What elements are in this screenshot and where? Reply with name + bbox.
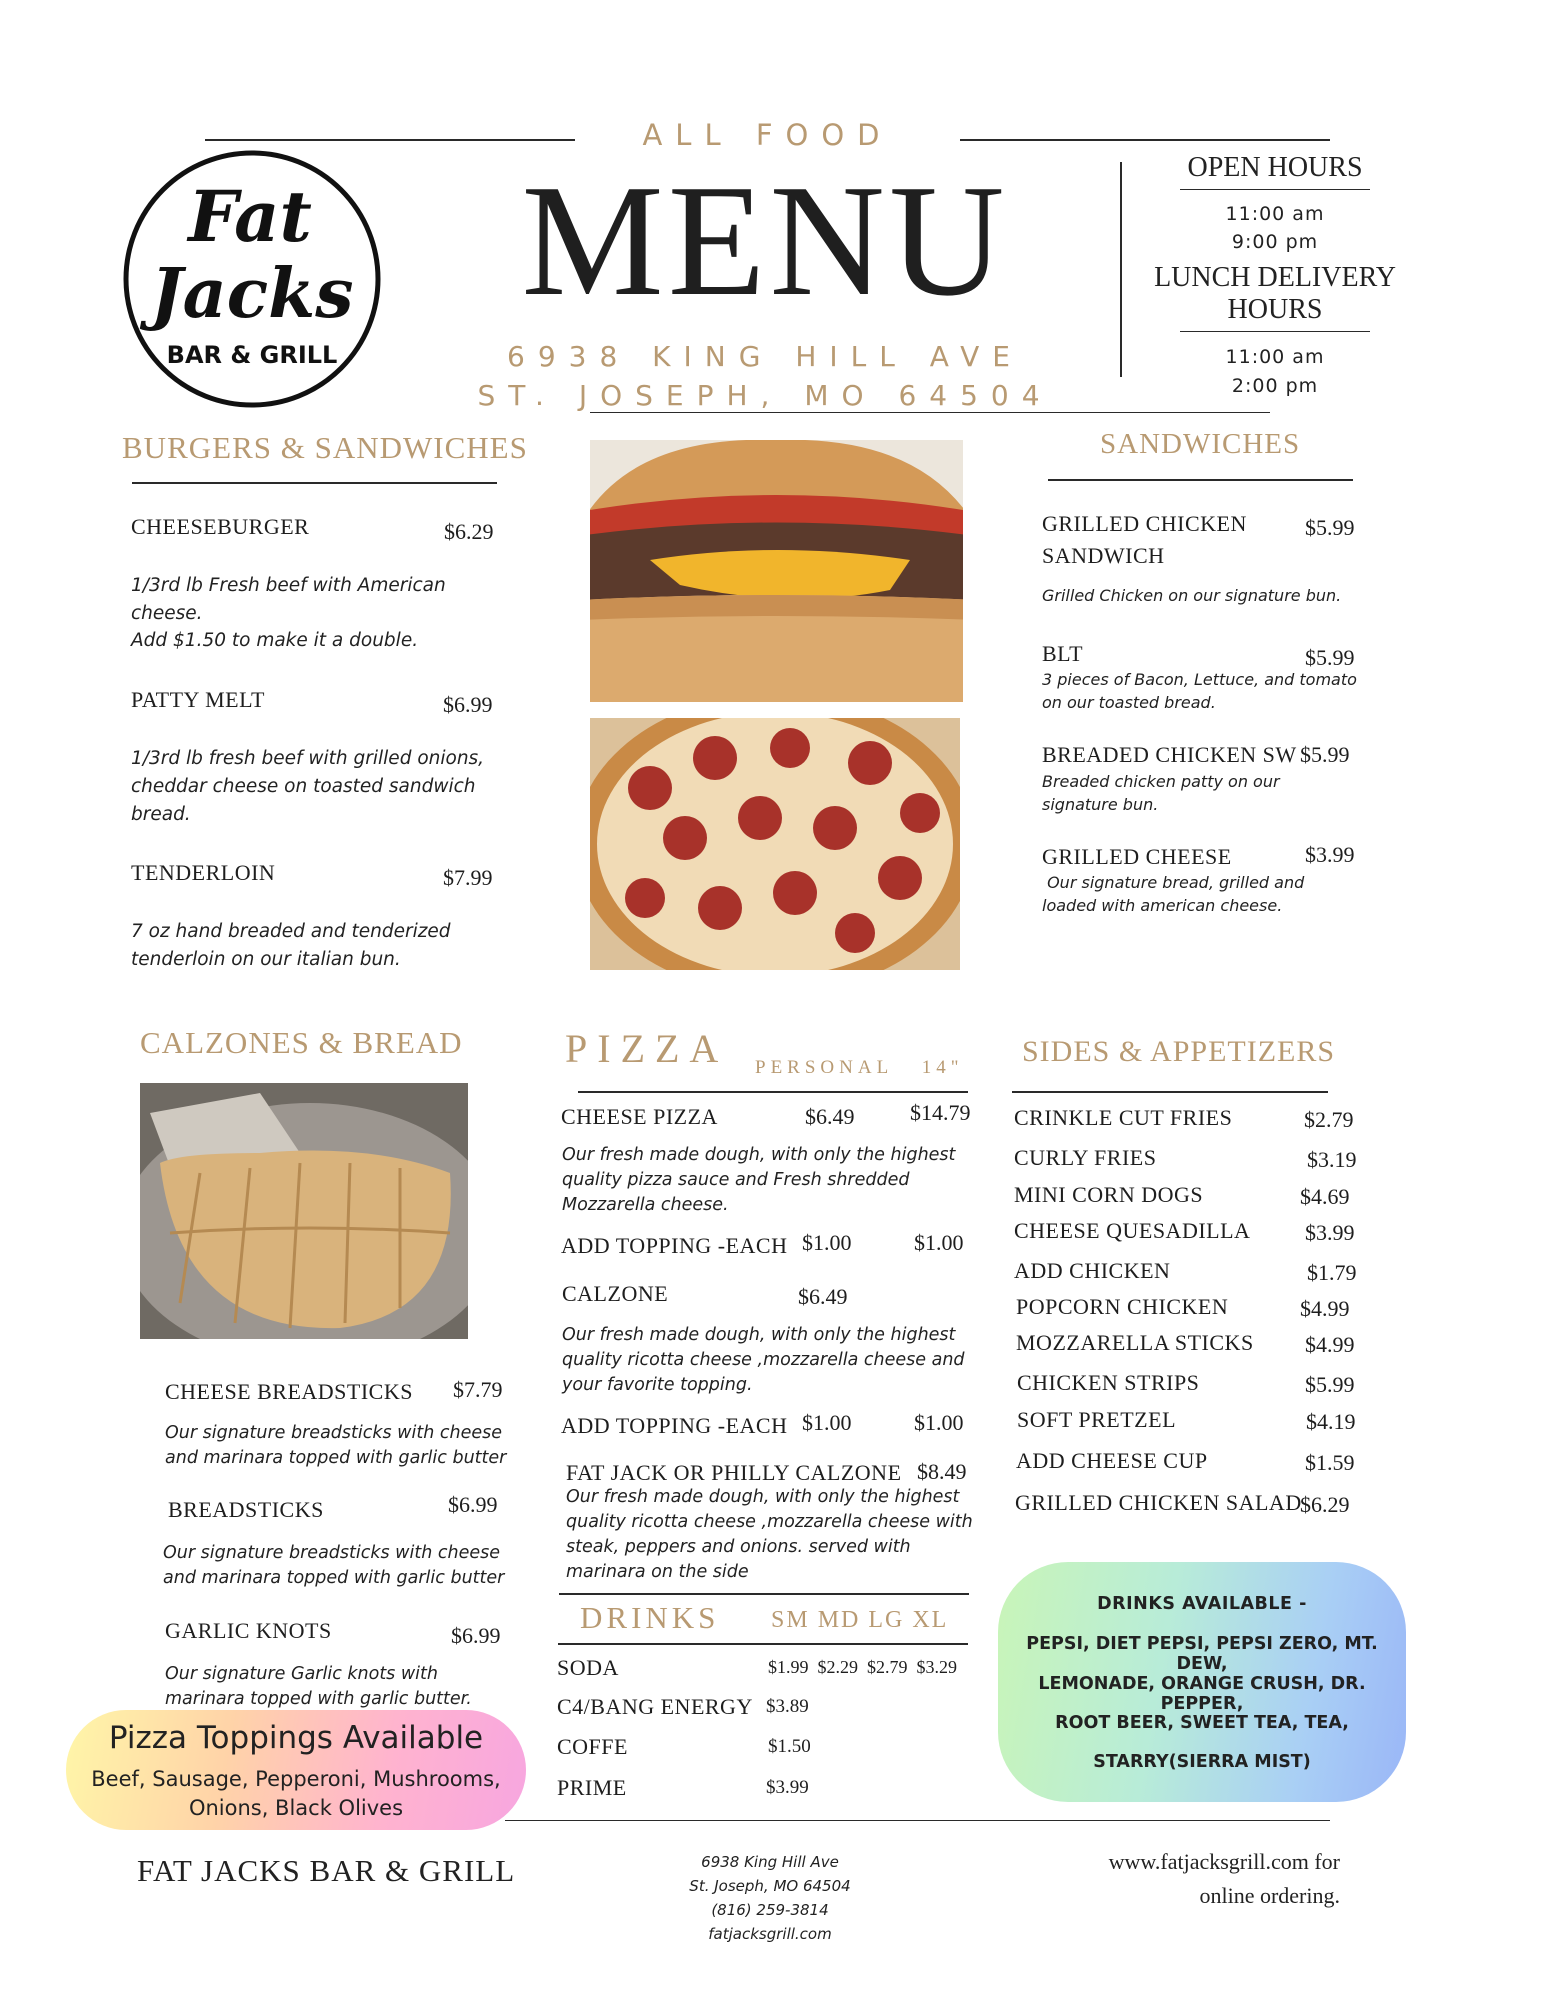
burgers-title: BURGERS & SANDWICHES: [122, 430, 528, 465]
header-bottom-rule: [590, 412, 1270, 413]
side-item-name: POPCORN CHICKEN: [1016, 1294, 1229, 1319]
lunch-to: 2:00 pm: [1231, 375, 1319, 397]
logo-text-2: Jacks: [150, 254, 354, 334]
burger-item-desc: Add $1.50 to make it a double.: [131, 630, 419, 651]
sandwich-item-desc: Grilled Chicken on our signature bun.: [1042, 586, 1342, 605]
side-item-name: GRILLED CHICKEN SALAD: [1015, 1490, 1302, 1515]
drinks-available-title: DRINKS AVAILABLE -: [1097, 1594, 1307, 1614]
open-to: 9:00 pm: [1231, 231, 1319, 253]
pizza-item-price: $1.00: [802, 1230, 852, 1255]
pizza-item-price: $1.00: [802, 1410, 852, 1435]
pizza-item-price: $6.49: [798, 1284, 848, 1309]
drinks-rule: [558, 1643, 968, 1645]
pizza-item-price: $6.49: [805, 1104, 855, 1129]
sandwich-item-desc: on our toasted bread.: [1042, 693, 1216, 712]
side-item-name: CRINKLE CUT FRIES: [1014, 1105, 1233, 1130]
lunch-rule: [1180, 331, 1370, 332]
pizza-item-name: CALZONE: [562, 1281, 669, 1306]
footer-name: FAT JACKS BAR & GRILL: [137, 1853, 516, 1888]
burger-item-price: $7.99: [443, 865, 493, 890]
header-address-2: ST. JOSEPH, MO 64504: [477, 379, 1053, 412]
sandwich-item-name: BREADED CHICKEN SW: [1042, 742, 1297, 767]
side-item-name: CHEESE QUESADILLA: [1014, 1218, 1251, 1243]
pizza-item-desc: Our fresh made dough, with only the highest: [562, 1145, 956, 1165]
sandwich-item-desc: signature bun.: [1042, 795, 1159, 814]
drinks-size-header: SM MD LG XL: [771, 1607, 949, 1633]
side-item-price: $4.69: [1300, 1184, 1350, 1209]
pizza-item-desc: Mozzarella cheese.: [562, 1195, 729, 1215]
burger-item-name: CHEESEBURGER: [131, 514, 310, 539]
pizza-item-desc: quality pizza sauce and Fresh shredded: [562, 1170, 910, 1190]
pizza-item-desc: steak, peppers and onions. served with: [566, 1537, 911, 1557]
drink-item-price: $1.50: [768, 1736, 811, 1757]
drink-item-price: $1.99 $2.29 $2.79 $3.29: [768, 1657, 957, 1677]
sandwich-item-name: BLT: [1042, 641, 1084, 666]
side-item-price: $4.99: [1300, 1296, 1350, 1321]
pizza-item-desc: quality ricotta cheese ,mozzarella cheese with: [566, 1512, 973, 1532]
calzone-item-price: $7.79: [453, 1377, 503, 1402]
pizza-item-desc: quality ricotta cheese ,mozzarella cheese and: [562, 1350, 965, 1370]
kicker: ALL FOOD: [642, 118, 893, 152]
open-hours-rule: [1180, 189, 1370, 190]
side-item-price: $2.79: [1304, 1107, 1354, 1132]
breadsticks-photo: [140, 1083, 468, 1339]
footer-rule: [505, 1820, 1330, 1821]
sandwich-item-price: $5.99: [1305, 515, 1355, 540]
calzone-item-desc: Our signature breadsticks with cheese: [163, 1543, 501, 1563]
burger-item-name: TENDERLOIN: [131, 860, 276, 885]
header-rule-right: [960, 139, 1330, 141]
pizza-item-price: $1.00: [914, 1410, 964, 1435]
side-item-price: $4.99: [1305, 1332, 1355, 1357]
drink-item-name: COFFE: [557, 1734, 628, 1759]
side-item-price: $3.19: [1307, 1147, 1357, 1172]
lunch-label-2: HOURS: [1227, 294, 1323, 325]
calzone-item-desc: and marinara topped with garlic butter: [165, 1448, 507, 1468]
drinks-available-line: STARRY(SIERRA MIST): [1093, 1752, 1311, 1772]
open-from: 11:00 am: [1225, 203, 1325, 225]
calzone-item-desc: marinara topped with garlic butter.: [165, 1689, 472, 1709]
footer-online-link[interactable]: www.fatjacksgrill.com for: [1108, 1849, 1340, 1874]
calzone-item-desc: Our signature breadsticks with cheese: [165, 1423, 503, 1443]
pizza-item-name: ADD TOPPING -EACH: [561, 1233, 788, 1258]
side-item-name: ADD CHEESE CUP: [1016, 1448, 1208, 1473]
header-address-1: 6938 KING HILL AVE: [507, 340, 1023, 373]
calzone-item-desc: Our signature Garlic knots with: [165, 1664, 438, 1684]
burger-item-desc: bread.: [131, 804, 191, 825]
sandwich-item-name: GRILLED CHICKEN: [1042, 511, 1247, 536]
toppings-bubble: [66, 1710, 526, 1830]
side-item-price: $6.29: [1300, 1492, 1350, 1517]
sandwich-item-price: $3.99: [1305, 842, 1355, 867]
sandwich-item-name: GRILLED CHEESE: [1042, 844, 1232, 869]
calzone-item-name: GARLIC KNOTS: [165, 1618, 332, 1643]
side-item-price: $3.99: [1305, 1220, 1355, 1245]
lunch-from: 11:00 am: [1225, 346, 1325, 368]
side-item-name: ADD CHICKEN: [1014, 1258, 1171, 1283]
burger-item-desc: 7 oz hand breaded and tenderized: [131, 921, 451, 942]
pizza-size-header: PERSONAL 14": [755, 1057, 964, 1078]
side-item-price: $1.59: [1305, 1450, 1355, 1475]
pizza-item-name: FAT JACK OR PHILLY CALZONE: [566, 1460, 902, 1485]
pizza-item-name: CHEESE PIZZA: [561, 1104, 718, 1129]
drink-item-name: SODA: [557, 1655, 619, 1680]
toppings-line: Onions, Black Olives: [188, 1796, 404, 1820]
footer-address-2: St. Joseph, MO 64504: [689, 1877, 851, 1895]
footer-site-link[interactable]: fatjacksgrill.com: [708, 1925, 832, 1943]
side-item-price: $5.99: [1305, 1372, 1355, 1397]
sandwich-item-desc: 3 pieces of Bacon, Lettuce, and tomato: [1042, 670, 1357, 689]
pizza-item-desc: Our fresh made dough, with only the highest: [562, 1325, 956, 1345]
calzones-title: CALZONES & BREAD: [140, 1025, 463, 1060]
sides-title: SIDES & APPETIZERS: [1022, 1035, 1336, 1068]
pizza-item-desc: Our fresh made dough, with only the highest: [566, 1487, 960, 1507]
logo: [122, 149, 382, 409]
sandwich-item-desc: Our signature bread, grilled and: [1042, 873, 1305, 892]
calzone-item-price: $6.99: [451, 1623, 501, 1648]
burger-item-desc: tenderloin on our italian bun.: [131, 949, 401, 970]
sandwich-item-price: $5.99: [1300, 742, 1350, 767]
calzone-item-desc: and marinara topped with garlic butter: [163, 1568, 505, 1588]
footer-online-text: online ordering.: [1199, 1883, 1340, 1908]
footer-address-1: 6938 King Hill Ave: [701, 1853, 839, 1871]
side-item-name: SOFT PRETZEL: [1017, 1407, 1177, 1432]
sides-rule: [1012, 1091, 1328, 1093]
lunch-label-1: LUNCH DELIVERY: [1154, 262, 1396, 293]
footer-phone: (816) 259-3814: [711, 1901, 829, 1919]
burger-photo: [590, 440, 963, 702]
burgers-rule: [132, 482, 497, 484]
sandwich-item-desc: Breaded chicken patty on our: [1042, 772, 1280, 791]
burger-item-price: $6.29: [444, 519, 494, 544]
pizza-item-desc: marinara on the side: [566, 1562, 749, 1582]
calzone-item-name: BREADSTICKS: [168, 1497, 324, 1522]
logo-text-3: BAR & GRILL: [166, 341, 338, 369]
logo-text-1: Fat: [188, 175, 312, 258]
pizza-item-desc: your favorite topping.: [562, 1375, 753, 1395]
header-rule-left: [205, 139, 575, 141]
burger-item-desc: 1/3rd lb fresh beef with grilled onions,: [131, 748, 485, 769]
side-item-price: $4.19: [1306, 1409, 1356, 1434]
pizza-item-price: $14.79: [910, 1100, 971, 1125]
drink-item-name: C4/BANG ENERGY: [557, 1694, 753, 1719]
burger-item-name: PATTY MELT: [131, 687, 265, 712]
drinks-available-bubble: [998, 1562, 1406, 1802]
sandwich-item-price: $5.99: [1305, 645, 1355, 670]
hours-divider: [1120, 162, 1122, 377]
burger-item-desc: cheese.: [131, 603, 203, 624]
calzone-item-price: $6.99: [448, 1492, 498, 1517]
page-title: MENU: [521, 151, 1009, 329]
pizza-item-price: $1.00: [914, 1230, 964, 1255]
drink-item-name: PRIME: [557, 1775, 627, 1800]
sandwiches-title: SANDWICHES: [1100, 428, 1301, 460]
side-item-name: MOZZARELLA STICKS: [1016, 1330, 1254, 1355]
drinks-available-line: ROOT BEER, SWEET TEA, TEA,: [1055, 1713, 1349, 1733]
burger-item-desc: cheddar cheese on toasted sandwich: [131, 776, 476, 797]
drinks-available-line: LEMONADE, ORANGE CRUSH, DR. PEPPER,: [1038, 1674, 1366, 1714]
drinks-available-line: PEPSI, DIET PEPSI, PEPSI ZERO, MT. DEW,: [1026, 1634, 1378, 1674]
pizza-title: PIZZA: [565, 1026, 729, 1071]
burger-item-price: $6.99: [443, 692, 493, 717]
burger-item-desc: 1/3rd lb Fresh beef with American: [131, 575, 446, 596]
calzone-item-name: CHEESE BREADSTICKS: [165, 1379, 413, 1404]
pizza-item-price: $8.49: [917, 1459, 967, 1484]
pizza-rule: [578, 1091, 968, 1093]
pizza-item-name: ADD TOPPING -EACH: [561, 1413, 788, 1438]
side-item-name: CURLY FRIES: [1014, 1145, 1157, 1170]
toppings-title: Pizza Toppings Available: [108, 1720, 484, 1756]
drinks-title: DRINKS: [580, 1600, 720, 1635]
sandwich-item-desc: loaded with american cheese.: [1042, 896, 1283, 915]
open-hours-label: OPEN HOURS: [1187, 152, 1363, 183]
sandwiches-rule: [1048, 479, 1353, 481]
toppings-line: Beef, Sausage, Pepperoni, Mushrooms,: [91, 1767, 501, 1791]
side-item-name: CHICKEN STRIPS: [1017, 1370, 1200, 1395]
drinks-rule-top: [559, 1593, 969, 1595]
sandwich-item-name: SANDWICH: [1042, 543, 1165, 568]
pizza-photo: [590, 718, 960, 970]
side-item-price: $1.79: [1307, 1260, 1357, 1285]
drink-item-price: $3.99: [766, 1777, 809, 1798]
drink-item-price: $3.89: [766, 1696, 809, 1717]
side-item-name: MINI CORN DOGS: [1014, 1182, 1204, 1207]
